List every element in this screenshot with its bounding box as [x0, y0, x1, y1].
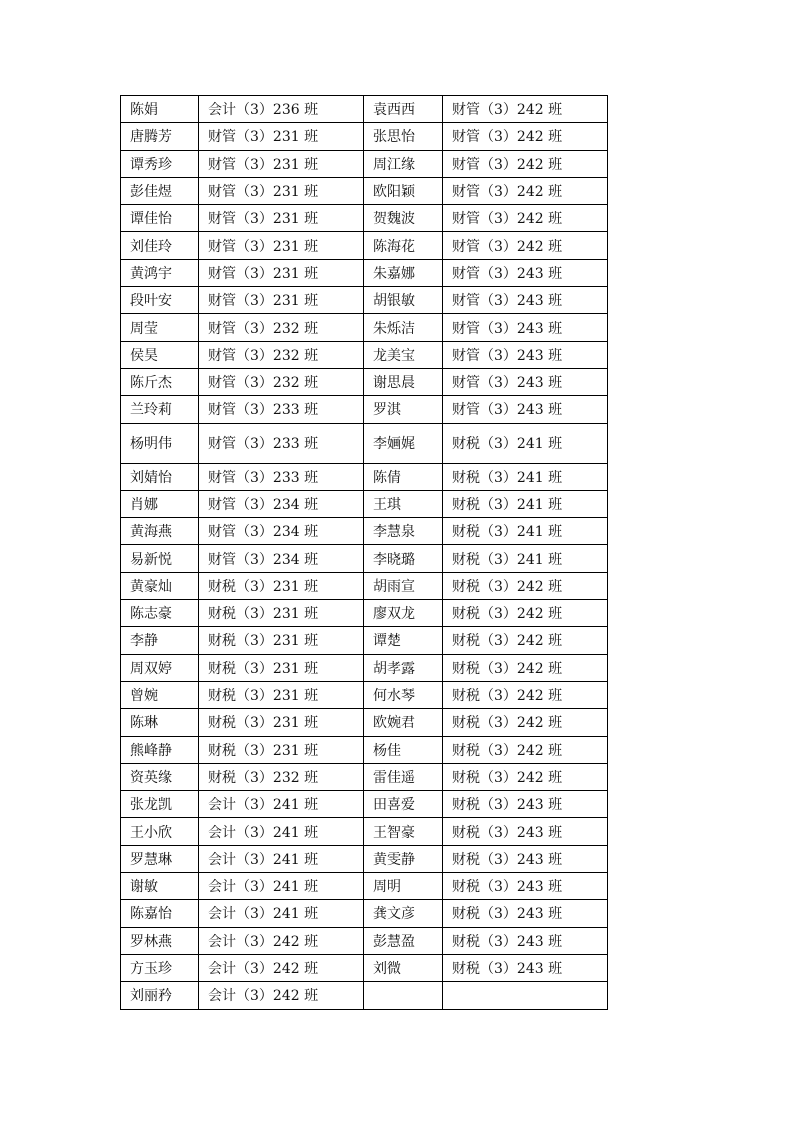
right-student-name: 谭楚 [364, 627, 443, 654]
left-class-name: 财管（3）233 班 [199, 463, 364, 490]
right-class-name: 财税（3）241 班 [443, 545, 608, 572]
left-student-name: 刘佳玲 [121, 232, 199, 259]
table-row [121, 396, 608, 423]
right-student-name: 王智豪 [364, 818, 443, 845]
table-row [121, 490, 608, 517]
right-class-name: 财税（3）242 班 [443, 736, 608, 763]
left-class-name: 会计（3）242 班 [199, 982, 364, 1009]
table-row [121, 600, 608, 627]
right-student-name: 杨佳 [364, 736, 443, 763]
right-student-name: 罗淇 [364, 396, 443, 423]
right-class-name: 财税（3）242 班 [443, 600, 608, 627]
roster-body [121, 96, 608, 1010]
left-student-name: 熊峰静 [121, 736, 199, 763]
table-row [121, 927, 608, 954]
left-student-name: 李静 [121, 627, 199, 654]
right-class-name: 财税（3）243 班 [443, 927, 608, 954]
left-class-name: 财管（3）232 班 [199, 314, 364, 341]
left-student-name: 侯昊 [121, 341, 199, 368]
right-class-name: 财管（3）242 班 [443, 123, 608, 150]
table-row [121, 287, 608, 314]
right-student-name: 龙美宝 [364, 341, 443, 368]
left-student-name: 刘丽矜 [121, 982, 199, 1009]
left-student-name: 陈志豪 [121, 600, 199, 627]
left-student-name: 刘婧怡 [121, 463, 199, 490]
table-row [121, 341, 608, 368]
right-class-name: 财税（3）242 班 [443, 681, 608, 708]
right-class-name: 财税（3）242 班 [443, 763, 608, 790]
table-row [121, 96, 608, 123]
right-student-name: 周江缘 [364, 150, 443, 177]
left-student-name: 罗慧琳 [121, 845, 199, 872]
right-class-name [443, 982, 608, 1009]
left-student-name: 谭佳怡 [121, 205, 199, 232]
table-row [121, 423, 608, 463]
left-class-name: 财税（3）231 班 [199, 681, 364, 708]
right-student-name: 谢思晨 [364, 368, 443, 395]
right-student-name: 雷佳遥 [364, 763, 443, 790]
left-class-name: 财管（3）234 班 [199, 518, 364, 545]
left-student-name: 谢敏 [121, 873, 199, 900]
table-row [121, 763, 608, 790]
table-row [121, 232, 608, 259]
right-class-name: 财管（3）243 班 [443, 314, 608, 341]
right-class-name: 财税（3）242 班 [443, 572, 608, 599]
right-class-name: 财税（3）241 班 [443, 463, 608, 490]
right-class-name: 财税（3）242 班 [443, 709, 608, 736]
left-class-name: 财管（3）232 班 [199, 341, 364, 368]
table-row [121, 463, 608, 490]
table-row [121, 709, 608, 736]
table-row [121, 314, 608, 341]
table-row [121, 736, 608, 763]
right-class-name: 财管（3）242 班 [443, 177, 608, 204]
left-student-name: 黄豪灿 [121, 572, 199, 599]
right-class-name: 财管（3）242 班 [443, 96, 608, 123]
left-class-name: 会计（3）241 班 [199, 818, 364, 845]
table-row [121, 150, 608, 177]
left-class-name: 会计（3）241 班 [199, 900, 364, 927]
table-row [121, 681, 608, 708]
left-student-name: 曾婉 [121, 681, 199, 708]
right-class-name: 财管（3）243 班 [443, 396, 608, 423]
left-student-name: 黄鸿宇 [121, 259, 199, 286]
right-class-name: 财税（3）241 班 [443, 518, 608, 545]
left-class-name: 会计（3）242 班 [199, 927, 364, 954]
right-student-name: 李婳娓 [364, 423, 443, 463]
right-student-name: 陈倩 [364, 463, 443, 490]
left-student-name: 兰玲莉 [121, 396, 199, 423]
left-student-name: 陈娟 [121, 96, 199, 123]
right-class-name: 财税（3）243 班 [443, 954, 608, 981]
right-student-name: 贺魏波 [364, 205, 443, 232]
left-student-name: 罗林燕 [121, 927, 199, 954]
left-class-name: 会计（3）241 班 [199, 873, 364, 900]
left-class-name: 会计（3）242 班 [199, 954, 364, 981]
table-row [121, 873, 608, 900]
left-student-name: 资英缘 [121, 763, 199, 790]
student-roster-table [120, 95, 608, 1010]
left-student-name: 唐腾芳 [121, 123, 199, 150]
left-class-name: 会计（3）241 班 [199, 845, 364, 872]
left-class-name: 财税（3）231 班 [199, 709, 364, 736]
right-student-name: 龚文彦 [364, 900, 443, 927]
left-student-name: 谭秀珍 [121, 150, 199, 177]
table-row [121, 900, 608, 927]
left-student-name: 陈斤杰 [121, 368, 199, 395]
left-student-name: 黄海燕 [121, 518, 199, 545]
left-class-name: 财管（3）231 班 [199, 150, 364, 177]
left-class-name: 财管（3）234 班 [199, 490, 364, 517]
right-student-name: 胡雨宣 [364, 572, 443, 599]
right-class-name: 财管（3）242 班 [443, 232, 608, 259]
left-class-name: 财管（3）234 班 [199, 545, 364, 572]
left-class-name: 会计（3）241 班 [199, 791, 364, 818]
left-class-name: 财管（3）231 班 [199, 232, 364, 259]
table-row [121, 627, 608, 654]
table-row [121, 572, 608, 599]
right-student-name [364, 982, 443, 1009]
table-row [121, 518, 608, 545]
right-class-name: 财税（3）243 班 [443, 900, 608, 927]
table-row [121, 982, 608, 1009]
left-student-name: 周莹 [121, 314, 199, 341]
left-class-name: 财管（3）231 班 [199, 177, 364, 204]
right-student-name: 胡银敏 [364, 287, 443, 314]
table-row [121, 845, 608, 872]
table-row [121, 791, 608, 818]
right-class-name: 财税（3）243 班 [443, 791, 608, 818]
right-student-name: 张思怡 [364, 123, 443, 150]
right-student-name: 刘微 [364, 954, 443, 981]
right-class-name: 财税（3）243 班 [443, 845, 608, 872]
left-student-name: 杨明伟 [121, 423, 199, 463]
left-class-name: 会计（3）236 班 [199, 96, 364, 123]
table-row [121, 259, 608, 286]
left-student-name: 易新悦 [121, 545, 199, 572]
right-student-name: 朱嘉娜 [364, 259, 443, 286]
right-student-name: 袁西西 [364, 96, 443, 123]
left-class-name: 财管（3）231 班 [199, 259, 364, 286]
table-row [121, 818, 608, 845]
right-class-name: 财管（3）242 班 [443, 150, 608, 177]
table-row [121, 123, 608, 150]
right-class-name: 财税（3）243 班 [443, 873, 608, 900]
right-student-name: 周明 [364, 873, 443, 900]
left-class-name: 财税（3）231 班 [199, 654, 364, 681]
right-student-name: 欧婉君 [364, 709, 443, 736]
right-student-name: 朱烁洁 [364, 314, 443, 341]
right-student-name: 陈海花 [364, 232, 443, 259]
right-student-name: 黄雯静 [364, 845, 443, 872]
right-student-name: 王琪 [364, 490, 443, 517]
right-student-name: 彭慧盈 [364, 927, 443, 954]
right-class-name: 财管（3）243 班 [443, 287, 608, 314]
left-class-name: 财管（3）232 班 [199, 368, 364, 395]
left-student-name: 陈琳 [121, 709, 199, 736]
left-class-name: 财税（3）231 班 [199, 600, 364, 627]
right-student-name: 何水琴 [364, 681, 443, 708]
left-class-name: 财管（3）231 班 [199, 205, 364, 232]
left-student-name: 王小欣 [121, 818, 199, 845]
left-student-name: 陈嘉怡 [121, 900, 199, 927]
left-class-name: 财税（3）232 班 [199, 763, 364, 790]
table-row [121, 177, 608, 204]
left-class-name: 财税（3）231 班 [199, 627, 364, 654]
right-class-name: 财管（3）243 班 [443, 341, 608, 368]
table-row [121, 368, 608, 395]
right-class-name: 财税（3）242 班 [443, 654, 608, 681]
right-class-name: 财管（3）243 班 [443, 259, 608, 286]
left-student-name: 方玉珍 [121, 954, 199, 981]
left-class-name: 财管（3）231 班 [199, 287, 364, 314]
right-student-name: 李慧泉 [364, 518, 443, 545]
right-class-name: 财税（3）243 班 [443, 818, 608, 845]
right-class-name: 财管（3）242 班 [443, 205, 608, 232]
right-class-name: 财税（3）241 班 [443, 423, 608, 463]
left-class-name: 财管（3）231 班 [199, 123, 364, 150]
left-student-name: 段叶安 [121, 287, 199, 314]
right-student-name: 胡孝露 [364, 654, 443, 681]
left-class-name: 财税（3）231 班 [199, 736, 364, 763]
table-row [121, 545, 608, 572]
right-class-name: 财管（3）243 班 [443, 368, 608, 395]
left-student-name: 肖娜 [121, 490, 199, 517]
left-class-name: 财税（3）231 班 [199, 572, 364, 599]
left-student-name: 周双婷 [121, 654, 199, 681]
left-class-name: 财管（3）233 班 [199, 423, 364, 463]
left-student-name: 彭佳煜 [121, 177, 199, 204]
right-class-name: 财税（3）241 班 [443, 490, 608, 517]
left-student-name: 张龙凯 [121, 791, 199, 818]
right-student-name: 欧阳颖 [364, 177, 443, 204]
table-row [121, 654, 608, 681]
right-class-name: 财税（3）242 班 [443, 627, 608, 654]
table-row [121, 954, 608, 981]
left-class-name: 财管（3）233 班 [199, 396, 364, 423]
right-student-name: 田喜爱 [364, 791, 443, 818]
right-student-name: 李晓璐 [364, 545, 443, 572]
right-student-name: 廖双龙 [364, 600, 443, 627]
table-row [121, 205, 608, 232]
